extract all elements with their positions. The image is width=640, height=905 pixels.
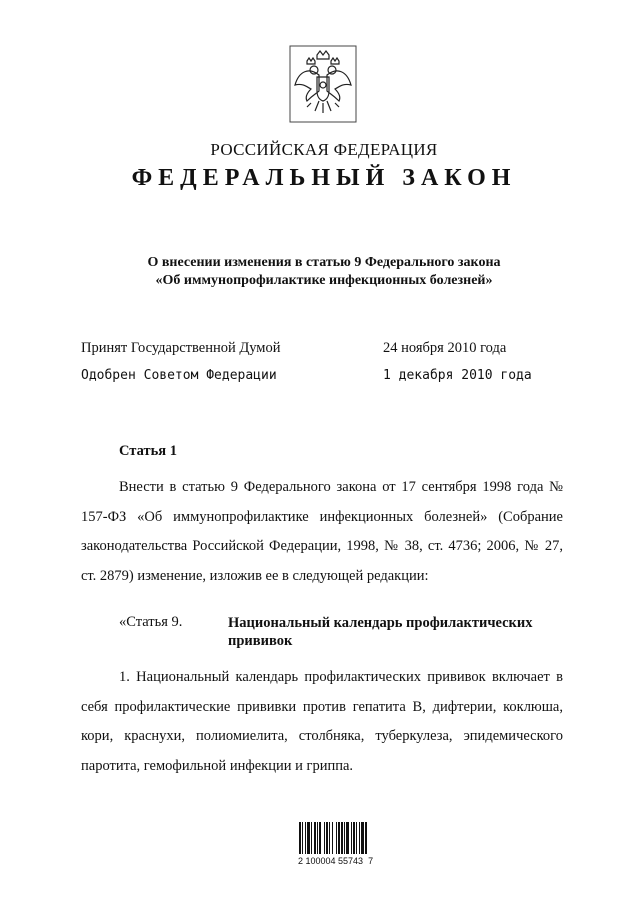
article-9-number: «Статья 9.	[119, 614, 183, 630]
barcode-bar	[302, 822, 303, 854]
barcode-bar	[351, 822, 352, 854]
article-9-paragraph-1: 1. Национальный календарь профилактических прививок включает в себя профилактические прививки против гепатита В, дифтерии, коклюша, кори, краснухи, полиомиелита, столбняка, туберкулеза, эпидемического паротита, гемофильной инфекции и гриппа.	[81, 669, 563, 774]
article-9-title: Национальный календарь профилактических прививок	[228, 615, 533, 649]
barcode-bar	[336, 822, 337, 854]
law-subject	[0, 254, 640, 290]
barcode-bar	[317, 822, 318, 854]
adopted-date: 24 ноября 2010 года	[383, 340, 507, 356]
barcode-bar	[341, 822, 343, 854]
coat-of-arms-emblem	[289, 45, 357, 123]
approved-date: 1 декабря 2010 года	[383, 368, 532, 383]
barcode	[298, 818, 388, 854]
country-name: РОССИЙСКАЯ ФЕДЕРАЦИЯ	[210, 140, 438, 159]
barcode-bar	[324, 822, 325, 854]
barcode-bar	[307, 822, 310, 854]
barcode-bar	[332, 822, 333, 854]
barcode-bar	[344, 822, 345, 854]
barcode-bar	[329, 822, 330, 854]
document-type-title: ФЕДЕРАЛЬНЫЙ ЗАКОН	[131, 165, 517, 191]
barcode-bar	[359, 822, 360, 854]
adopted-label: Принят Государственной Думой	[81, 340, 281, 356]
barcode-bar	[356, 822, 357, 854]
article-1-text: Внести в статью 9 Федерального закона от 17 сентября 1998 года № 157-ФЗ «Об иммунопрофилактике инфекционных болезней» (Собрание законодательства Российской Федерации, 1998, № 38, ст. 4736; 2006, № 27, ст. 2879) изменение, изложив ее в следующей редакции:	[81, 479, 563, 584]
subject-line-1: О внесении изменения в статью 9 Федерального закона	[147, 255, 501, 270]
barcode-bar	[353, 822, 355, 854]
barcode-bar	[326, 822, 328, 854]
barcode-bar	[365, 822, 367, 854]
barcode-bar	[361, 822, 364, 854]
barcode-bar	[319, 822, 321, 854]
barcode-bar	[314, 822, 316, 854]
subject-line-2: «Об иммунопрофилактике инфекционных болезней»	[155, 273, 493, 288]
barcode-number: 2 100004 55743 7	[298, 856, 374, 866]
article-1-heading: Статья 1	[119, 443, 177, 459]
barcode-bar	[338, 822, 340, 854]
approved-label: Одобрен Советом Федерации	[81, 368, 277, 383]
barcode-bar	[311, 822, 312, 854]
barcode-bar	[305, 822, 306, 854]
barcode-bar	[346, 822, 349, 854]
barcode-bar	[299, 822, 301, 854]
